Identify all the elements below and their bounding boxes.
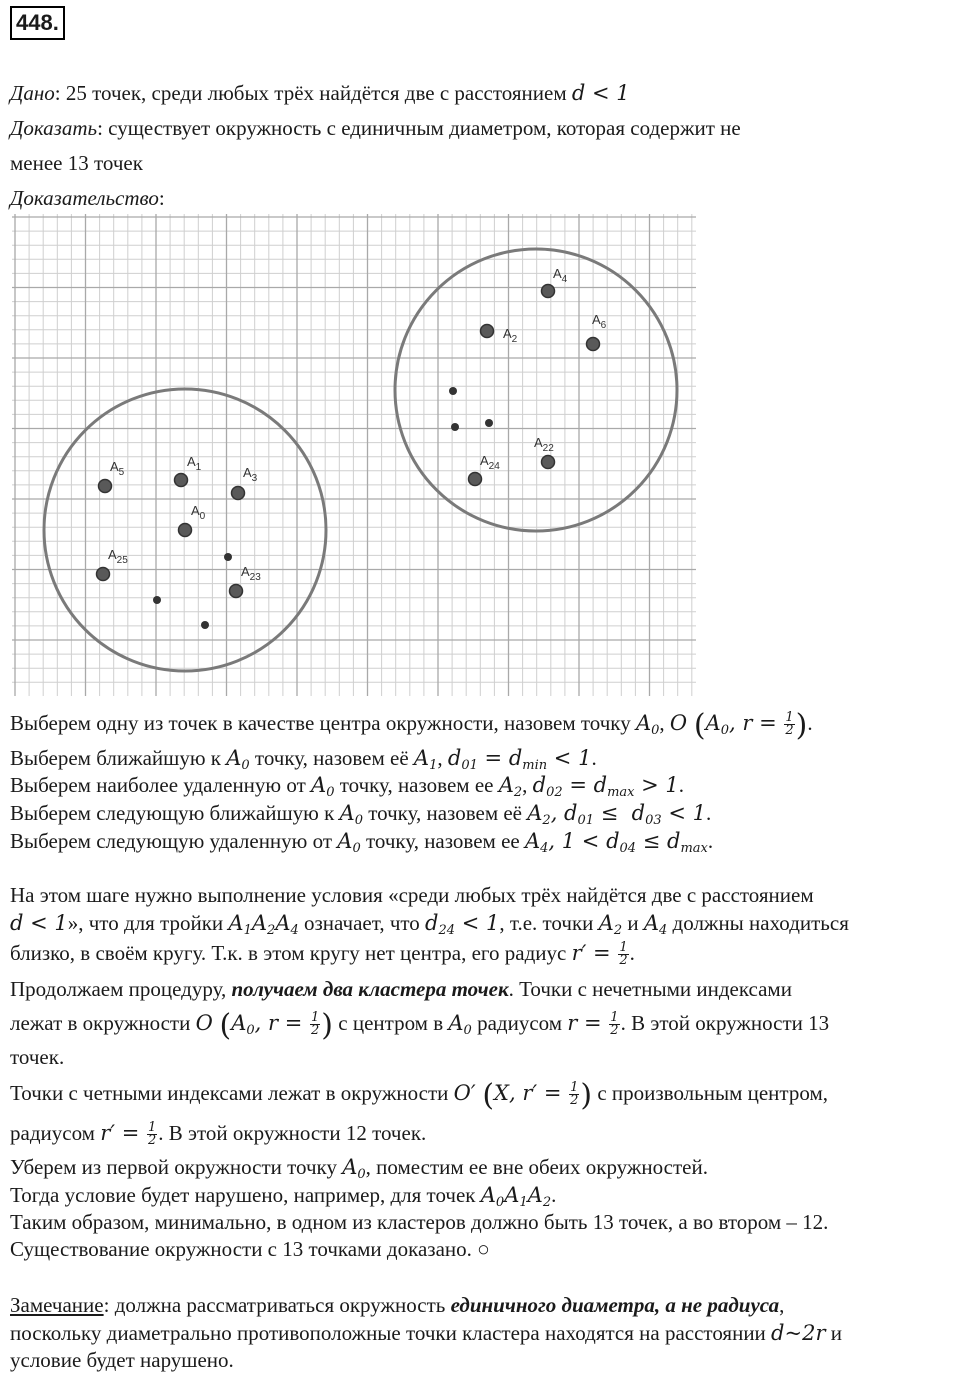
- step-4: Выберем следующую ближайшую к $A_0$ точку, назовем её $A_2$, $d_{01} \le d_{03} < 1$.: [10, 801, 712, 828]
- para3-line1: Точки с четными индексами лежат в окружности 𝑂′ (X, r′ = $\frac{1}{2}$ ) с произвольным центром,: [10, 1078, 828, 1113]
- step-2: Выберем ближайшую к $A_0$ точку, назовем её $A_1$, $d_{01} = d_{min} < 1$.: [10, 746, 597, 773]
- remark-line1: Замечание: должна рассматриваться окружность единичного диаметра, а не радиуса,: [10, 1293, 785, 1317]
- point-a4: [542, 285, 555, 298]
- proof-label: Доказательство: [10, 186, 159, 210]
- grid: [12, 214, 696, 696]
- para1-line3: близко, в своём кругу. Т.к. в этом кругу нет центра, его радиус r′ = $\frac{1}{2}$ .: [10, 940, 635, 968]
- point-a2: [481, 325, 494, 338]
- prove-text-1: : существует окружность с единичным диаметром, которая содержит не: [97, 116, 741, 140]
- proof-heading: [10, 185, 165, 211]
- step-1-math: $A_0$: [635, 711, 660, 738]
- point-a22: [542, 456, 555, 469]
- remark-label: Замечание: [10, 1293, 104, 1317]
- step-4-mid: точку, назовем её: [363, 801, 528, 825]
- step-5-mid: точку, назовем ее: [360, 829, 525, 853]
- point-small: [224, 553, 232, 561]
- point-a23: [230, 585, 243, 598]
- prove-label: Доказать: [10, 116, 98, 140]
- given-line: [10, 80, 630, 106]
- point-a25: [97, 568, 110, 581]
- problem-number: 448.: [10, 6, 65, 40]
- point-a1: [175, 474, 188, 487]
- step-5-text: Выберем следующую удаленную от: [10, 829, 338, 853]
- step-4-text: Выберем следующую ближайшую к: [10, 801, 340, 825]
- para4-line4: Существование окружности с 13 точками доказано. ○: [10, 1237, 490, 1261]
- step-3: Выберем наиболее удаленную от $A_0$ точку, назовем ее $A_2$, $d_{02} = d_{max} > 1$.: [10, 773, 685, 800]
- point-small: [485, 419, 493, 427]
- prove-line-1: [10, 115, 741, 141]
- label-a24: $A_{24}$: [480, 453, 500, 472]
- point-a24: [469, 473, 482, 486]
- step-1-text: Выберем одну из точек в качестве центра окружности, назовем точку: [10, 711, 636, 735]
- label-a6: $A_6$: [592, 312, 607, 331]
- point-a0: [179, 524, 192, 537]
- para4-line3: Таким образом, минимально, в одном из кластеров должно быть 13 точек, а во втором – 12.: [10, 1210, 829, 1234]
- step-2-mid: точку, назовем её: [249, 746, 414, 770]
- remark-emphasis: единичного диаметра, а не радиуса: [450, 1293, 780, 1317]
- para1-line1: На этом шаге нужно выполнение условия «среди любых трёх найдётся две с расстоянием: [10, 883, 814, 907]
- label-a25: $A_{25}$: [108, 547, 128, 566]
- point-small: [449, 387, 457, 395]
- label-a3: $A_3$: [243, 465, 258, 484]
- point-small: [153, 596, 161, 604]
- given-math: d < 1: [571, 81, 630, 105]
- label-a2: $A_2$: [503, 326, 518, 345]
- step-3-mid: точку, назовем ее: [334, 773, 499, 797]
- label-a5: $A_5$: [110, 459, 125, 478]
- step-1-math-circle: 𝑂 ($A_0$, r = $\frac{1}{2}$ ): [669, 708, 808, 743]
- label-a1: $A_1$: [187, 454, 202, 473]
- para2-line2: лежат в окружности 𝑂 ($A_0$, r = $\frac{1}{2}$ ) с центром в $A_0$ радиусом r = $\frac{1}{2}$ . В этой окружности 13: [10, 1008, 830, 1043]
- para4-line1: Уберем из первой окружности точку $A_0$, поместим ее вне обеих окружностей.: [10, 1155, 708, 1182]
- step-5: Выберем следующую удаленную от $A_0$ точку, назовем ее $A_4$, $1 < d_{04} \le d_{max}$.: [10, 829, 714, 856]
- label-a4: $A_4$: [553, 266, 568, 285]
- prove-line-2: менее 13 точек: [10, 151, 143, 175]
- label-a23: $A_{23}$: [241, 564, 261, 583]
- step-2-text: Выберем ближайшую к: [10, 746, 227, 770]
- remark-line3: условие будет нарушено.: [10, 1348, 234, 1372]
- label-a0: $A_0$: [191, 503, 206, 522]
- para2-line3: точек.: [10, 1045, 65, 1069]
- point-a5: [99, 480, 112, 493]
- point-a3: [232, 487, 245, 500]
- given-label: Дано: [10, 81, 55, 105]
- point-small: [451, 423, 459, 431]
- label-a22: $A_{22}$: [534, 435, 554, 454]
- point-a6: [587, 338, 600, 351]
- para3-line2: радиусом r′ = $\frac{1}{2}$ . В этой окружности 12 точек.: [10, 1120, 427, 1148]
- cluster-circle-even: [395, 249, 677, 531]
- para1-line2: d < 1», что для тройки $A_1A_2A_4$ означает, что $d_{24} < 1$, т.е. точки $A_2$ и $A_4$ должны находиться: [10, 911, 849, 938]
- proof-colon: :: [158, 186, 165, 210]
- step-1: Выберем одну из точек в качестве центра окружности, назовем точку $A_0$, 𝑂 ($A_0$, r = $\frac{1}{2}$ ).: [10, 708, 813, 743]
- step-3-text: Выберем наиболее удаленную от: [10, 773, 312, 797]
- given-text: : 25 точек, среди любых трёх найдётся две с расстоянием: [54, 81, 572, 105]
- point-small: [201, 621, 209, 629]
- para4-line2: Тогда условие будет нарушено, например, для точек $A_0A_1A_2$.: [10, 1183, 557, 1210]
- para2-line1: Продолжаем процедуру, получаем два кластера точек. Точки с нечетными индексами: [10, 977, 792, 1001]
- remark-line2: поскольку диаметрально противоположные точки кластера находятся на расстоянии d~2r и: [10, 1321, 842, 1345]
- para2-emphasis: получаем два кластера точек: [231, 977, 509, 1001]
- clusters-figure: [12, 214, 696, 696]
